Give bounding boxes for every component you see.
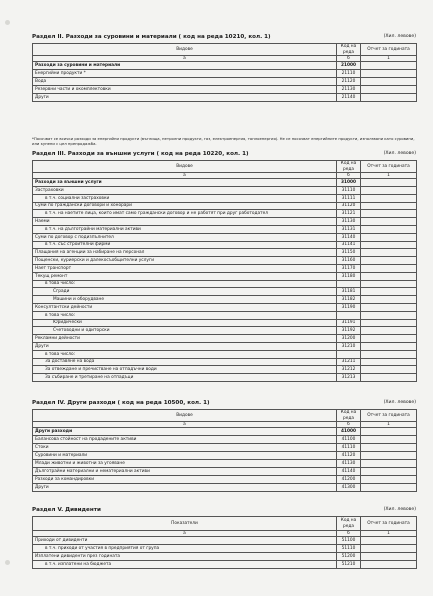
row-label: Счетоводни и одиторски [33,327,337,335]
row-code [337,280,361,288]
row-code: 31213 [337,374,361,382]
row-value-field[interactable] [361,561,417,569]
row-value-field[interactable] [361,78,417,86]
row-label: Енергийни продукти * [33,70,337,78]
index-code: б [337,531,361,537]
row-value-field[interactable] [361,468,417,476]
row-label: Резервни части и окомплектовки [33,86,337,94]
row-value-field[interactable] [361,86,417,94]
row-code [337,311,361,319]
row-code [337,350,361,358]
row-label: Дълготрайни материални и нематериални активи [33,468,337,476]
row-code: 21120 [337,78,361,86]
row-label: Млади животни и животни за угояване [33,460,337,468]
row-label: Юридически [33,319,337,327]
row-value-field[interactable] [361,210,417,218]
row-value-field[interactable] [361,303,417,311]
row-label: Вода [33,78,337,86]
row-value-field[interactable] [361,319,417,327]
row-value-field[interactable] [361,179,417,187]
row-label: Суровини и материали [33,452,337,460]
row-value-field[interactable] [361,70,417,78]
row-label: Разходи за външни услуги [33,179,337,187]
punch-hole [5,20,10,25]
section-title: Раздел III. Разходи за външни услуги ( код на реда 10220, кол. 1) [32,151,249,157]
section-3 [32,151,416,382]
section-title: Раздел IV. Други разходи ( код на реда 10500, кол. 1) [32,400,210,406]
index-value: 1 [361,173,417,179]
row-code: 31212 [337,366,361,374]
header-value: Отчет за годината [361,517,417,531]
footnote: *Посочват се всички разходи за енергийни продукти (въглища, петролни продукти, газ, електроенергия, топлоенергия). Не се посочват енергийните продукти, използвани като суровини, или купени с цел препродажба. [32,136,415,146]
row-label: Суми по договор с подизпълнител [33,233,337,241]
row-code: 41200 [337,476,361,484]
header-code: Код на реда [337,410,361,422]
row-value-field[interactable] [361,484,417,492]
section-4 [32,400,416,492]
row-value-field[interactable] [361,327,417,335]
row-label: Рекламни дейности [33,335,337,343]
row-value-field[interactable] [361,460,417,468]
index-code: б [337,56,361,62]
row-code: 41000 [337,428,361,436]
section-3-table [32,160,417,382]
row-code: 41120 [337,452,361,460]
row-code: 31180 [337,272,361,280]
row-value-field[interactable] [361,187,417,195]
section-2 [32,34,416,102]
row-code: 41110 [337,444,361,452]
row-label: Разходи за командировки [33,476,337,484]
row-code: 51200 [337,553,361,561]
punch-hole [5,560,10,565]
row-label: в т.ч. на наетите лица, които имат само граждански договор и не работят при друг работодател [33,210,337,218]
index-code: б [337,173,361,179]
row-code: 31141 [337,241,361,249]
row-label: Други разходи [33,428,337,436]
row-label: Други [33,484,337,492]
row-code: 31182 [337,296,361,304]
row-value-field[interactable] [361,225,417,233]
row-code: 31000 [337,179,361,187]
index-value: 1 [361,422,417,428]
row-label: в т.ч. социални застраховки [33,194,337,202]
row-code: 51100 [337,537,361,545]
row-label: Балансова стойност на продадените активи [33,436,337,444]
row-value-field[interactable] [361,257,417,265]
row-label: в това число: [33,280,337,288]
row-value-field[interactable] [361,545,417,553]
row-code: 21130 [337,86,361,94]
row-label: в т.ч. със строителни фирми [33,241,337,249]
index-kind: а [33,56,337,62]
row-code: 31170 [337,264,361,272]
row-code: 31131 [337,225,361,233]
row-label: в т.ч. приходи от участия в предприятия от група [33,545,337,553]
unit-label: (Хил. левове) [383,400,416,405]
row-value-field[interactable] [361,350,417,358]
row-label: За доставяне на вода [33,358,337,366]
row-value-field[interactable] [361,296,417,304]
row-label: Сгради [33,288,337,296]
row-code: 21140 [337,94,361,102]
section-5-table [32,516,417,569]
row-code: 31181 [337,288,361,296]
header-kind: Видове [33,410,337,422]
unit-label: (Хил. левове) [383,507,416,512]
row-code: 31130 [337,218,361,226]
index-code: б [337,422,361,428]
index-kind: а [33,422,337,428]
header-kind: Показатели [33,517,337,531]
unit-label: (Хил. левове) [383,34,416,39]
row-label: в това число: [33,311,337,319]
row-value-field[interactable] [361,452,417,460]
header-value: Отчет за годината [361,410,417,422]
row-code: 21000 [337,62,361,70]
row-label: Текущ ремонт [33,272,337,280]
row-value-field[interactable] [361,62,417,70]
row-label: Пощенски, куриерски и далекосъобщителни услуги [33,257,337,265]
index-value: 1 [361,56,417,62]
row-code: 31121 [337,210,361,218]
row-value-field[interactable] [361,537,417,545]
row-label: Нает транспорт [33,264,337,272]
row-label: в т.ч. на дълготрайни материални активи [33,225,337,233]
row-value-field[interactable] [361,444,417,452]
row-label: Приходи от дивиденти [33,537,337,545]
row-label: За събиране и третиране на отпадъци [33,374,337,382]
row-label: Разходи за суровини и материали [33,62,337,70]
row-label: Плащания на агенции за набиране на персонал [33,249,337,257]
header-code: Код на реда [337,44,361,56]
row-code: 31192 [337,327,361,335]
row-code: 31150 [337,249,361,257]
row-value-field[interactable] [361,272,417,280]
row-label: в т.ч. изплатени на бюджета [33,561,337,569]
row-value-field[interactable] [361,342,417,350]
row-value-field[interactable] [361,94,417,102]
row-label: Консултантски дейности [33,303,337,311]
row-label: Застраховки [33,187,337,195]
row-code: 41130 [337,460,361,468]
section-2-table [32,43,417,102]
row-value-field[interactable] [361,428,417,436]
row-value-field[interactable] [361,280,417,288]
section-4-table [32,409,417,492]
row-code: 31140 [337,233,361,241]
row-code: 31211 [337,358,361,366]
section-5 [32,507,416,569]
row-label: в това число: [33,350,337,358]
section-title: Раздел V. Дивиденти [32,507,101,513]
row-code: 31190 [337,303,361,311]
row-code: 21110 [337,70,361,78]
row-code: 41140 [337,468,361,476]
row-value-field[interactable] [361,366,417,374]
index-kind: а [33,531,337,537]
header-code: Код на реда [337,161,361,173]
row-label: Изплатени дивиденти през годината [33,553,337,561]
row-value-field[interactable] [361,218,417,226]
row-label: Наеми [33,218,337,226]
row-code: 51210 [337,561,361,569]
row-value-field[interactable] [361,249,417,257]
header-kind: Видове [33,44,337,56]
row-value-field[interactable] [361,233,417,241]
row-value-field[interactable] [361,476,417,484]
row-value-field[interactable] [361,311,417,319]
row-label: Стоки [33,444,337,452]
row-code: 31110 [337,187,361,195]
row-value-field[interactable] [361,202,417,210]
row-value-field[interactable] [361,241,417,249]
header-value: Отчет за годината [361,44,417,56]
header-code: Код на реда [337,517,361,531]
row-code: 31191 [337,319,361,327]
row-value-field[interactable] [361,436,417,444]
row-label: За отвеждане и пречистване на отпадъчни води [33,366,337,374]
row-code: 31120 [337,202,361,210]
row-value-field[interactable] [361,288,417,296]
row-value-field[interactable] [361,358,417,366]
header-kind: Видове [33,161,337,173]
row-code: 31160 [337,257,361,265]
row-value-field[interactable] [361,194,417,202]
row-label: Машини и оборудване [33,296,337,304]
row-code: 31210 [337,342,361,350]
row-value-field[interactable] [361,264,417,272]
row-label: Други [33,342,337,350]
row-code: 41300 [337,484,361,492]
row-code: 31111 [337,194,361,202]
row-code: 51110 [337,545,361,553]
row-code: 41100 [337,436,361,444]
row-value-field[interactable] [361,374,417,382]
row-value-field[interactable] [361,553,417,561]
row-code: 31200 [337,335,361,343]
unit-label: (Хил. левове) [383,151,416,156]
row-value-field[interactable] [361,335,417,343]
row-label: Други [33,94,337,102]
header-value: Отчет за годината [361,161,417,173]
row-label: Суми по граждански договори и хонорари [33,202,337,210]
index-value: 1 [361,531,417,537]
index-kind: а [33,173,337,179]
section-title: Раздел II. Разходи за суровини и материали ( код на реда 10210, кол. 1) [32,34,271,40]
